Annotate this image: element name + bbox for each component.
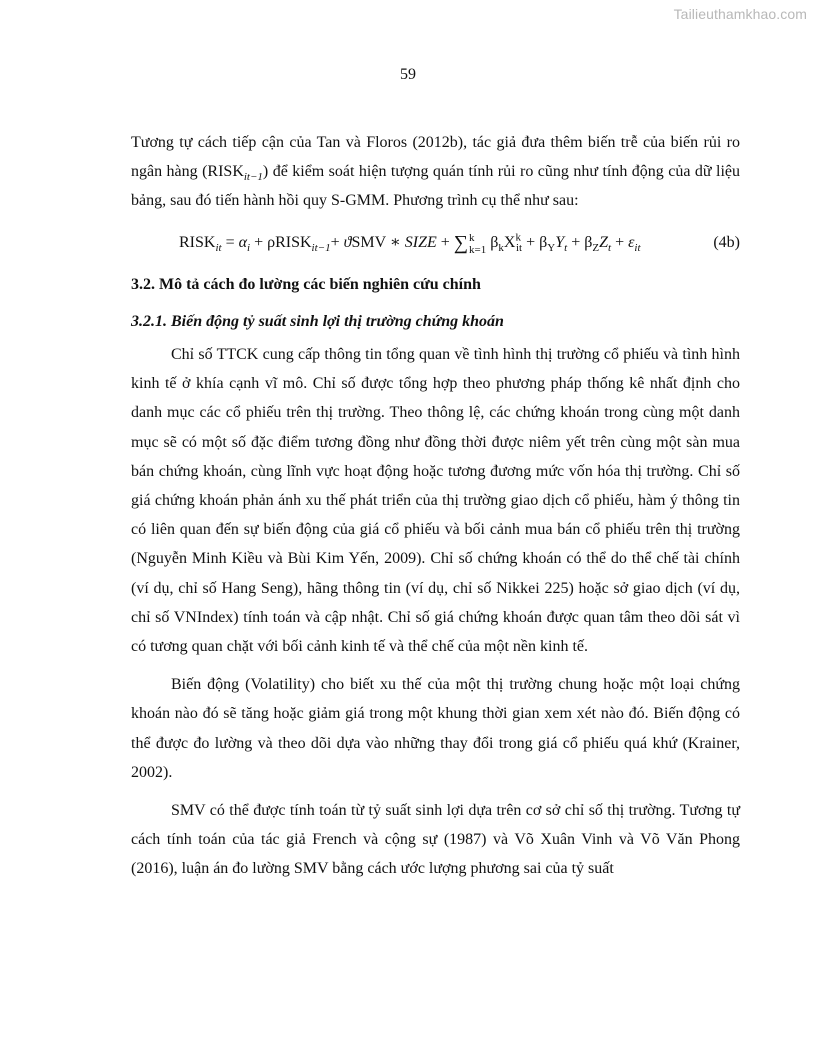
subsection-heading: 3.2.1. Biến động tỷ suất sinh lợi thị trường chứng khoán [131, 312, 504, 330]
intro-text-1: Tương tự cách tiếp cận của Tan và Floros (2012b), tác giả đưa thêm biến trễ của biến rủi ro ngân hàng (RISK [131, 134, 740, 181]
eq-epsilon: ε [628, 233, 635, 251]
eq-beta-k: β [490, 233, 499, 251]
eq-beta-z-sub: Z [592, 241, 600, 254]
eq-y-sub: t [564, 241, 568, 254]
body-paragraph: Chỉ số TTCK cung cấp thông tin tổng quan về tình hình thị trường cổ phiếu và tình hình kinh tế ở khía cạnh vĩ mô. Chỉ số được tổng hợp theo phương pháp thống kê nhất định cho danh mục các cổ phiếu trên thị trường. Theo thông lệ, các chứng khoán trong cùng một danh mục sẽ có một số đặc điểm tương đồng như đồng thời được niêm yết trên cùng một sàn mua bán chứng khoán, cùng lĩnh vực hoạt động hoặc tương đương mức vốn hóa thị trường. Chỉ số giá chứng khoán phản ánh xu thế phát triển của thị trường giao dịch cổ phiếu, hàm ý thông tin có liên quan đến sự biến động của giá cổ phiếu và bối cảnh mua bán cổ phiếu trên thị trường (Nguyễn Minh Kiều và Bùi Kim Yến, 2009). Chỉ số chứng khoán có thể do thể chế tài chính (ví dụ, chỉ số Hang Seng), hãng thông tin (ví dụ, chỉ số Nikkei 225) hoặc sở giao dịch (ví dụ, chỉ số VNIndex) tính toán và cập nhật. Chỉ số giá chứng khoán được quan tâm theo dõi sát vì có tương quan chặt với bối cảnh kinh tế và thể chế của một nền kinh tế. [131, 346, 740, 656]
eq-beta-z: + β [567, 233, 593, 251]
eq-sum-upper: k [469, 231, 475, 244]
eq-beta-y: + β [522, 233, 548, 251]
body-paragraph: Biến động (Volatility) cho biết xu thế của một thị trường chung hoặc một loại chứng khoán nào đó sẽ tăng hoặc giảm giá trong một khung thời gian xem xét nào đó. Biến động có thể được đo lường và theo dõi dựa vào những thay đổi trong giá cổ phiếu quá khứ (Krainer, 2002). [131, 676, 740, 781]
eq-equals: = [221, 233, 239, 251]
equation-4b [131, 220, 740, 264]
page-number: 59 [400, 66, 416, 83]
eq-x: X [503, 233, 516, 251]
eq-plus: + [611, 233, 629, 251]
eq-risk-lag-sub: it−1 [311, 241, 331, 254]
eq-theta: ϑ [343, 233, 352, 251]
sum-icon: ∑ [453, 231, 469, 254]
eq-sum-lower: k=1 [469, 243, 487, 256]
eq-alpha-sub: i [247, 241, 251, 254]
eq-risk-lhs: RISK [179, 233, 216, 251]
eq-y: Y [555, 233, 565, 251]
eq-beta-k-sub: k [498, 241, 504, 254]
page-body [131, 128, 740, 884]
equation-number: (4b) [713, 233, 740, 251]
eq-x-sup: k [515, 231, 521, 244]
eq-x-sub: it [515, 241, 523, 254]
eq-sum-limits [469, 232, 486, 256]
eq-risk-lhs-sub: it [215, 241, 222, 254]
eq-alpha: α [238, 233, 248, 251]
section-heading: 3.2. Mô tả cách đo lường các biến nghiên cứu chính [131, 275, 481, 293]
intro-text-2: ) để kiểm soát hiện tượng quán tính rủi ro cũng như tính động của dữ liệu bảng, sau đó tiến hành hồi quy S-GMM. Phương trình cụ thể như sau: [131, 163, 740, 210]
eq-plus: + [330, 233, 344, 251]
body-paragraph: SMV có thể được tính toán từ tỷ suất sinh lợi dựa trên cơ sở chỉ số thị trường. Tương tự cách tính toán của tác giả French và cộng sự (1987) và Võ Xuân Vinh và Võ Văn Phong (2016), luận án đo lường SMV bằng cách ước lượng phương sai của tỷ suất [131, 802, 740, 878]
eq-plus: + [436, 233, 454, 251]
intro-paragraph [131, 128, 740, 216]
equation-formula [179, 228, 641, 258]
intro-risk-subscript: it−1 [243, 171, 263, 184]
eq-z-sub: t [608, 241, 612, 254]
eq-beta-y-sub: Y [547, 241, 556, 254]
eq-size: SIZE [404, 233, 437, 251]
eq-z: Z [599, 233, 608, 251]
watermark: Tailieuthamkhao.com [673, 6, 807, 22]
eq-smv: SMV ∗ [351, 233, 405, 251]
eq-epsilon-sub: it [634, 241, 641, 254]
eq-rho-risk: + ρRISK [250, 233, 312, 251]
